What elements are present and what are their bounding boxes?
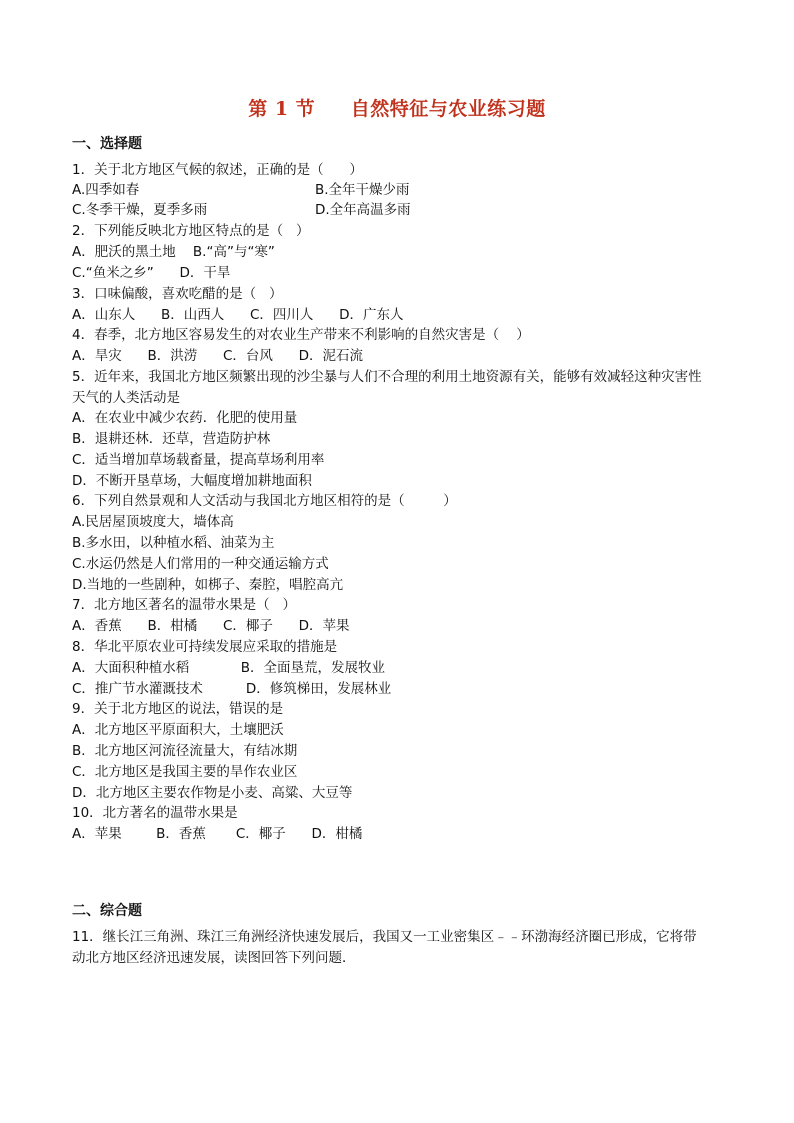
question-2-options-cd: C.“鱼米之乡” D．干旱 [72,265,231,281]
page-title: 第 1 节 自然特征与农业练习题 [248,98,546,120]
question-5-option-a: A．在农业中减少农药．化肥的使用量 [72,410,298,426]
section-heading-choice: 一、选择题 [72,136,142,152]
question-5-stem-line1: 5．近年来，我国北方地区频繁出现的沙尘暴与人们不合理的利用土地资源有关，能够有效减轻这种灾害性 [72,369,702,385]
question-2-options-ab: A．肥沃的黑土地 B.“高”与“寒” [72,244,275,260]
question-4-options: A．旱灾 B．洪涝 C．台风 D．泥石流 [72,348,364,364]
section-heading-comprehensive: 二、综合题 [72,903,142,919]
question-10-stem: 10．北方著名的温带水果是 [72,805,238,821]
question-8-options-ab: A．大面积种植水稻 B．全面垦荒，发展牧业 [72,660,385,676]
question-1-option-a: A.四季如春 [72,182,140,198]
question-1-option-d: D.全年高温多雨 [315,202,411,218]
question-11-line2: 动北方地区经济迅速发展，读图回答下列问题． [72,950,356,966]
question-9-option-d: D．北方地区主要农作物是小麦、高粱、大豆等 [72,785,353,801]
question-8-options-cd: C．推广节水灌溉技术 D．修筑梯田，发展林业 [72,681,392,697]
question-9-option-b: B．北方地区河流径流量大，有结冰期 [72,743,298,759]
question-4-stem: 4．春季，北方地区容易发生的对农业生产带来不利影响的自然灾害是（ ） [72,327,530,343]
question-3-stem: 3．口味偏酸，喜欢吃醋的是（ ） [72,286,283,302]
question-8-stem: 8．华北平原农业可持续发展应采取的措施是 [72,639,338,655]
question-6-option-b: B.多水田，以种植水稻、油菜为主 [72,535,275,551]
question-5-option-d: D．不断开垦草场，大幅度增加耕地面积 [72,473,312,489]
question-9-option-c: C．北方地区是我国主要的旱作农业区 [72,764,298,780]
question-7-stem: 7．北方地区著名的温带水果是（ ） [72,597,296,613]
question-9-option-a: A．北方地区平原面积大，土壤肥沃 [72,722,284,738]
question-2-stem: 2．下列能反映北方地区特点的是（ ） [72,223,310,239]
question-10-options: A．苹果 B．香蕉 C．椰子 D．柑橘 [72,826,363,842]
question-1-option-c: C.冬季干燥，夏季多雨 [72,202,208,218]
question-6-option-d: D.当地的一些剧种，如梆子、秦腔，唱腔高亢 [72,577,344,593]
question-1-stem: 1．关于北方地区气候的叙述，正确的是（ ） [72,162,363,178]
question-9-stem: 9．关于北方地区的说法，错误的是 [72,701,284,717]
question-6-option-c: C.水运仍然是人们常用的一种交通运输方式 [72,556,329,572]
question-6-stem: 6．下列自然景观和人文活动与我国北方地区相符的是（ ） [72,493,457,509]
question-6-option-a: A.民居屋顶坡度大，墙体高 [72,514,234,530]
question-5-option-b: B．退耕还林．还草，营造防护林 [72,431,271,447]
question-1-option-b: B.全年干燥少雨 [315,182,410,198]
question-11-line1: 11．继长江三角洲、珠江三角洲经济快速发展后，我国又一工业密集区﹣﹣环渤海经济圈已形成，它将带 [72,929,697,945]
question-5-option-c: C．适当增加草场载畜量，提高草场利用率 [72,452,325,468]
question-7-options: A．香蕉 B．柑橘 C．椰子 D．苹果 [72,618,350,634]
question-5-stem-line2: 天气的人类活动是 [72,390,180,406]
question-3-options: A．山东人 B．山西人 C．四川人 D．广东人 [72,307,404,323]
